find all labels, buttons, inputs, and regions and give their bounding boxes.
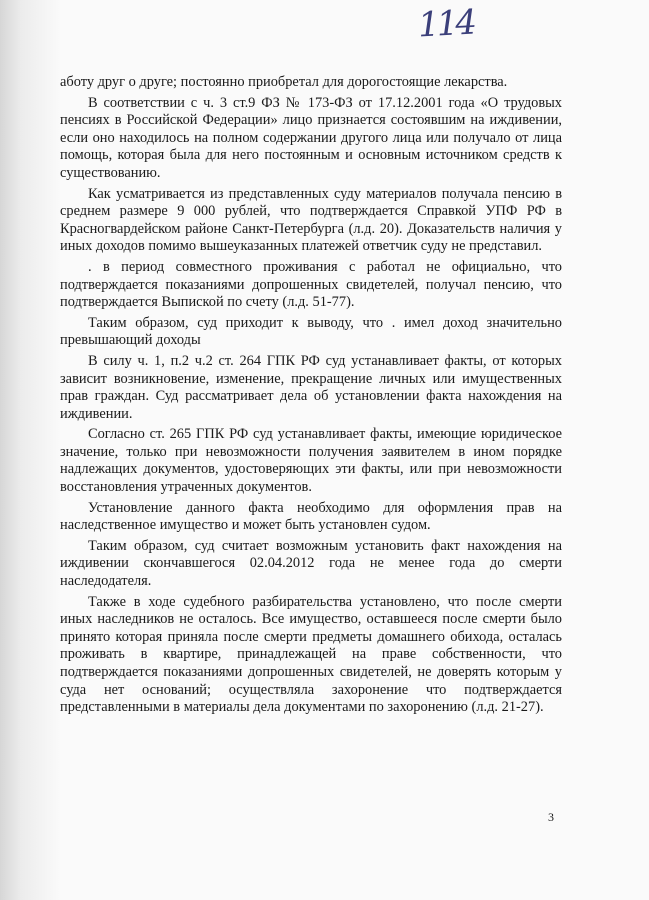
paragraph-8: Установление данного факта необходимо для оформления прав на наследственное имущество и может быть установлен судом. bbox=[60, 499, 562, 534]
paragraph-10: Также в ходе судебного разбирательства установлено, что после смерти иных наследников не осталось. Все имущество, оставшееся после смерти было принято которая приняла после смерти предметы домашнего обихода, осталась проживать в квартире, принадлежащей на праве собственности, что подтверждается показаниями допрошенных свидетелей, не доверять которым у суда нет оснований; осуществляла захоронение что подтверждается представленными в материалы дела документами по захоронению (л.д. 21-27). bbox=[60, 593, 562, 716]
paragraph-6: В силу ч. 1, п.2 ч.2 ст. 264 ГПК РФ суд устанавливает факты, от которых зависит возникновение, изменение, прекращение личных или имущественных прав граждан. Суд рассматривает дела об установлении факта нахождения на иждивении. bbox=[60, 352, 562, 422]
paragraph-3: Как усматривается из представленных суду материалов получала пенсию в среднем размере 9 000 рублей, что подтверждается Справкой УПФ РФ в Красногвардейском районе Санкт-Петербурга (л.д. 20). Доказательств наличия у иных доходов помимо вышеуказанных платежей ответчик суду не представил. bbox=[60, 185, 562, 255]
scan-edge-shadow bbox=[0, 0, 60, 900]
paragraph-9: Таким образом, суд считает возможным установить факт нахождения на иждивении скончавшегося 02.04.2012 года не менее года до смерти наследодателя. bbox=[60, 537, 562, 590]
page-number: 3 bbox=[548, 810, 554, 824]
document-body bbox=[60, 74, 562, 720]
paragraph-1: аботу друг о друге; постоянно приобретал для дорогостоящие лекарства. bbox=[60, 74, 508, 90]
paragraph-7: Согласно ст. 265 ГПК РФ суд устанавливает факты, имеющие юридическое значение, только при невозможности получения заявителем в ином порядке надлежащих документов, удостоверяющих эти факты, или при невозможности восстановления утраченных документов. bbox=[60, 426, 562, 496]
handwritten-sheet-number: 114 bbox=[416, 2, 475, 46]
paragraph-2: В соответствии с ч. 3 ст.9 ФЗ № 173-ФЗ от 17.12.2001 года «О трудовых пенсиях в Российской Федерации» лицо признается состоявшим на иждивении, если оно находилось на полном содержании другого лица или получало от лица помощь, которая была для него постоянным и основным источником средств к существованию. bbox=[60, 94, 562, 181]
paragraph-5: Таким образом, суд приходит к выводу, что . имел доход значительно превышающий доходы bbox=[60, 314, 562, 349]
paragraph-4: . в период совместного проживания с работал не официально, что подтверждается показаниями допрошенных свидетелей, получал пенсию, что подтверждается Выпиской по счету (л.д. 51-77). bbox=[60, 258, 562, 311]
